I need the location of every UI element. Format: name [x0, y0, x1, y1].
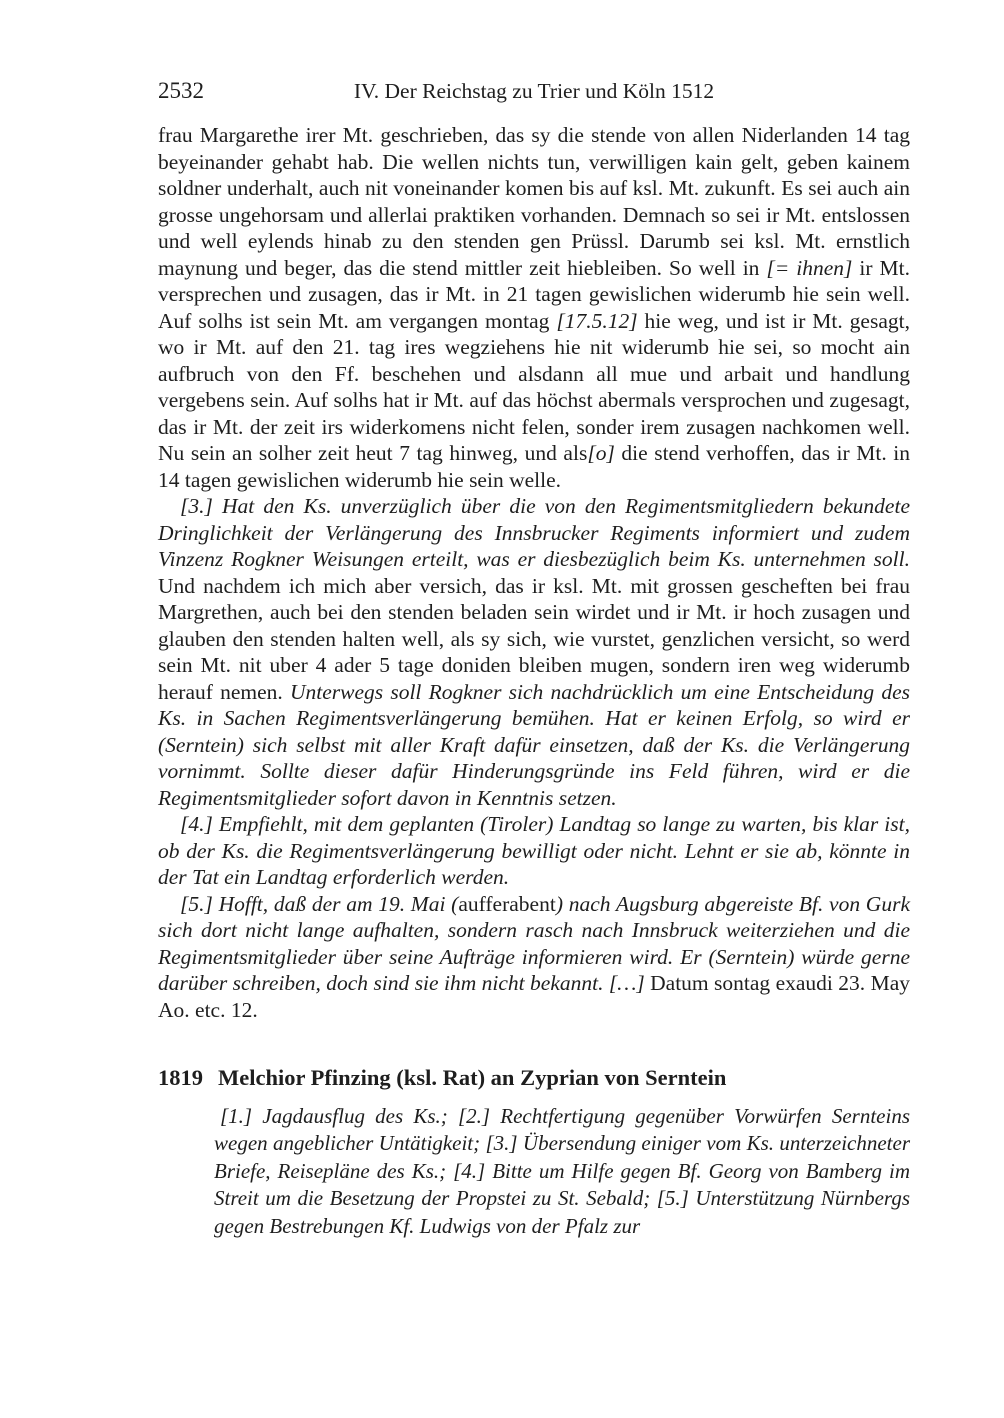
italic-run: [5.] Hofft, daß der am 19. Mai (: [180, 891, 459, 916]
running-title: IV. Der Reichstag zu Trier und Köln 1512: [353, 79, 715, 103]
roman-run: die stend verhoffen, das ir Mt. in 14 tagen gewislichen widerumb hie sein welle.: [158, 441, 910, 492]
roman-run: Datum sontag exaudi 23. May Ao. etc. 12.: [158, 971, 910, 1022]
body-paragraph-4: [158, 811, 910, 891]
italic-run: [o]: [587, 441, 615, 465]
italic-run: ) nach Augsburg abgereiste Bf. von Gurk sich dort nicht lange aufhalten, sondern rasch nach Innsbruck weiterziehen und die Regimentsmitglieder über seine Aufträge informieren wird. Er (Serntein) würde gerne darüber schreiben, doch sind sie ihm nicht bekannt. […]: [158, 891, 910, 995]
body-paragraph-continuation: [158, 122, 910, 493]
roman-run: aufferabent: [458, 891, 556, 916]
italic-run: [1.] Jagdausflug des Ks.; [2.] Rechtfertigung gegenüber Vorwürfen Sernteins wegen angeblicher Untätigkeit; [3.] Übersendung einiger vom Ks. unterzeichneter Briefe, Reisepläne des Ks.; [4.] Bitte um Hilfe gegen Bf. Georg von Bamberg im Streit um die Besetzung der Propstei zu St. Sebald; [5.] Unterstützung Nürnbergs gegen Bestrebungen Kf. Ludwigs von der Pfalz zur: [214, 1104, 910, 1238]
italic-run: [= ihnen]: [766, 255, 853, 280]
italic-run: [17.5.12]: [556, 308, 638, 333]
roman-run: Und nachdem ich mich aber versich, das ir ksl. Mt. mit grossen gescheften bei frau Margrethen, auch bei den stenden beladen sein wirdet und ir Mt. ir hoch zusagen und glauben den stenden halten well, als sy sich, wie vurstet, genzlichen versicht, so werd sein Mt. nit uber 4 ader 5 tage doniden bleiben mugen, sondern iren weg widerumb herauf nemen.: [158, 573, 910, 704]
entry-heading: [158, 1063, 910, 1093]
italic-run: [4.] Empfiehlt, mit dem geplanten (Tiroler) Landtag so lange zu warten, bis klar ist, ob der Ks. die Regimentsverlängerung bewilligt oder nicht. Lehnt er sie ab, könnte in der Tat ein Landtag erforderlich werden.: [158, 812, 910, 889]
body-paragraph-3: [158, 493, 910, 811]
entry-summary: [214, 1103, 910, 1240]
page-header: [158, 78, 910, 104]
body-paragraph-5: [158, 891, 910, 1024]
entry-number: 1819: [158, 1065, 203, 1090]
body-text: [158, 122, 910, 1023]
roman-run: hie weg, und ist ir Mt. gesagt, wo ir Mt. auf den 21. tag ires wegziehens hie nit widerumb hie sei, so mocht ain aufbruch von den Ff. beschehen und alsdann all mue und arbait und handlung vergebens sein. Auf solhs hat ir Mt. auf das höchst abermals versprochen und zugesagt, das ir Mt. der zeit irs widerkomens nicht felen, sonder irem zusagen nachkomen well. Nu sein an solher zeit heut 7 tag hinweg, und als: [158, 308, 910, 465]
roman-run: ir Mt. versprechen und zusagen, das ir Mt. in 21 tagen gewislichen widerumb hie sein well. Auf solhs ist sein Mt. am vergangen montag: [158, 255, 910, 333]
italic-run: Unterwegs soll Rogkner sich nachdrücklich um eine Entscheidung des Ks. in Sachen Regimentsverlängerung bemühen. Hat er keinen Erfolg, so wird er (Serntein) sich selbst mit aller Kraft dafür einsetzen, daß der Ks. die Verlängerung vornimmt. Sollte dieser dafür Hinderungsgründe ins Feld führen, wird er die Regimentsmitglieder sofort davon in Kenntnis setzen.: [158, 679, 910, 810]
italic-run: [3.] Hat den Ks. unverzüglich über die von den Regimentsmitgliedern bekundete Dringlichkeit der Verlängerung des Innsbrucker Regiments informiert und zudem Vinzenz Rogkner Weisungen erteilt, was er diesbezüglich beim Ks. unternehmen soll.: [158, 494, 910, 571]
entry-title: Melchior Pfinzing (ksl. Rat) an Zyprian von Serntein: [218, 1065, 727, 1090]
roman-run: frau Margarethe irer Mt. geschrieben, das sy die stende von allen Niderlanden 14 tag beyeinander gehabt hab. Die wellen nichts tun, verwilligen kain gelt, geben kainem soldner underhalt, auch nit voneinander komen bis auf ksl. Mt. zukunft. Es sei auch ain grosse ungehorsam und allerlai praktiken vorhanden. Demnach so sei ir Mt. entslossen und well eylends hinab zu den stenden gen Prüssl. Darumb sei ksl. Mt. ernstlich maynung und beger, das die stend mittler zeit hiebleiben. So well in: [158, 123, 910, 280]
page-number: 2532: [158, 78, 204, 103]
